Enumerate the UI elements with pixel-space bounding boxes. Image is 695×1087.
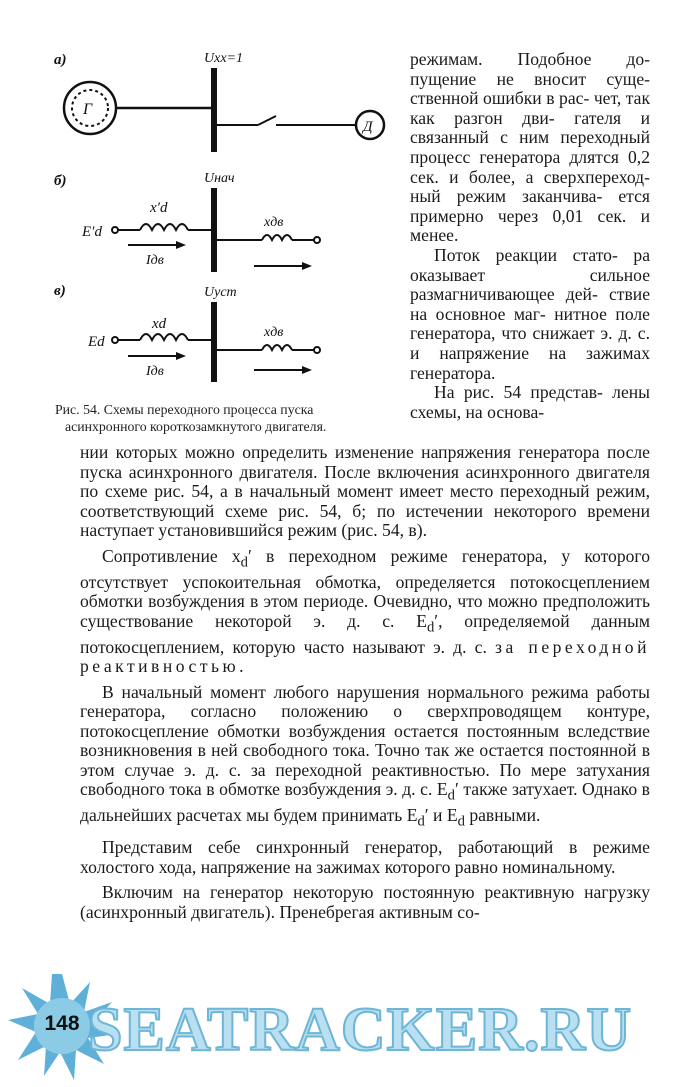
- text-line: пущение не вносит суще-: [410, 68, 650, 89]
- text-line: ним переходный процесс: [410, 127, 650, 167]
- label-unach: Uнач: [204, 171, 235, 186]
- label-generator: Г: [83, 101, 93, 118]
- text-span: ′ и E: [424, 805, 458, 826]
- paragraph-5: [80, 683, 650, 833]
- paragraph-7: Включим на генератор некоторую постоянную реактивную нагрузку (асинхронный двигатель). Пренебрегая активным со-: [80, 882, 650, 922]
- label-idv-b: Iдв: [146, 253, 164, 268]
- main-text: [80, 443, 650, 928]
- subscript: d: [426, 619, 435, 636]
- text-span: ′ в переходном режиме генератора, у которого отсутствует успокоительная обмотка, определяется потокосцеплением обмотки возбуждения в этом периоде. Очевидно, что можно предположить существование некоторой э. д. с. E: [80, 545, 650, 631]
- paragraph-3-start: [410, 383, 650, 422]
- text-span: ′ также затухает. Однако в дальнейших расчетах мы будем принимать E: [80, 779, 650, 826]
- label-uxx: Uхх=1: [204, 51, 243, 66]
- subscript: d: [240, 554, 248, 571]
- text-line: ра оказывает сильное: [410, 244, 650, 285]
- label-xd-prime: x′d: [150, 200, 168, 216]
- inductor-xdv-b: [262, 235, 292, 240]
- text-line: лены схемы, на основа-: [410, 382, 650, 422]
- label-xd: xd: [152, 316, 167, 332]
- spaced-term: за переходной реактивностью.: [80, 636, 650, 677]
- text-line: гателя и связанный с: [410, 107, 650, 148]
- text-line: На рис. 54 представ-: [434, 382, 613, 403]
- label-v: в): [54, 283, 66, 299]
- label-xdv-v: xдв: [264, 325, 284, 340]
- text-line: 0,01 сек. и менее.: [410, 205, 650, 246]
- label-a: а): [54, 52, 67, 68]
- page-number: 148: [44, 1012, 80, 1035]
- text-line: напряжение на зажимах: [439, 342, 650, 363]
- caption-line: асинхронного короткозамкнутого двигателя.: [65, 419, 327, 434]
- label-ed: Ed: [88, 334, 105, 350]
- inductor-xdv-v: [262, 345, 292, 350]
- paragraph-3-continued: нии которых можно определить изменение напряжения генератора после пуска асинхронного двигателя. После включения асинхронного двигателя по схеме рис. 54, а в начальный момент имеет место переходный режим, соответствующий схеме рис. 54, б; по истечении некоторого времени наступает установившийся режим (рис. 54, в).: [80, 442, 650, 540]
- text-line: чет, так как разгон дви-: [410, 88, 650, 128]
- paragraph-6: Представим себе синхронный генератор, работающий в режиме холостого хода, напряжение на зажимах которого равно номинальному.: [80, 837, 650, 877]
- text-line: и более, а сверхпереход-: [449, 166, 650, 187]
- label-ed-prime: E′d: [82, 224, 102, 240]
- figure-54: [40, 40, 400, 420]
- circuit-diagrams: [40, 40, 400, 420]
- label-xdv-b: xдв: [264, 215, 284, 230]
- text-line: генератора длятся 0,2 сек.: [410, 146, 650, 187]
- inductor-xd: [140, 334, 188, 340]
- label-motor: Д: [363, 119, 373, 135]
- caption-line: Рис. 54. Схемы переходного процесса пуска: [55, 402, 314, 417]
- text-line: ный режим заканчива-: [410, 186, 619, 207]
- paragraph-4: [80, 547, 650, 677]
- text-line: ствие на основное маг-: [410, 284, 650, 324]
- subscript: d: [457, 813, 465, 830]
- watermark-text: SEATRACKER.RU: [88, 996, 633, 1064]
- text-line: Поток реакции стато-: [434, 244, 634, 265]
- text-line: размагничивающее дей-: [410, 284, 609, 305]
- inductor-xd-prime: [140, 224, 188, 230]
- text-span: Сопротивление x: [102, 545, 241, 566]
- text-line: генератора.: [410, 362, 496, 383]
- right-column-text: [410, 50, 650, 422]
- text-line: ственной ошибки в рас-: [410, 88, 594, 109]
- figure-caption: [55, 401, 400, 435]
- text-span: равными.: [464, 805, 541, 826]
- paragraph-2: [410, 246, 650, 383]
- text-span: В начальный момент любого нарушения нормального режима работы генератора, согласно положению о сверхпроводящем контуре, потокосцепление обмотки возбуждения остается постоянным вследствие возникновения в ней свободного тока. Точно так же остается постоянной в этом случае э. д. с. за переходной реактивностью. По мере затухания свободного тока в обмотке возбуждения э. д. с. E: [80, 681, 650, 800]
- text-line: нитное поле генератора,: [410, 303, 650, 344]
- text-line: ется примерно через: [410, 186, 650, 226]
- subscript: d: [417, 813, 425, 830]
- text-line: что снижает э. д. с. и: [410, 323, 650, 363]
- text-span: ′, определяемой данным потокосцеплением, которую часто называют э. д. с.: [80, 610, 650, 657]
- label-b: б): [54, 173, 67, 189]
- switch-a: [258, 116, 276, 125]
- label-idv-v: Iдв: [146, 364, 164, 379]
- label-uust: Uуст: [204, 285, 237, 300]
- paragraph-1: [410, 50, 650, 246]
- subscript: d: [447, 787, 455, 804]
- text-line: режимам. Подобное до-: [410, 49, 650, 69]
